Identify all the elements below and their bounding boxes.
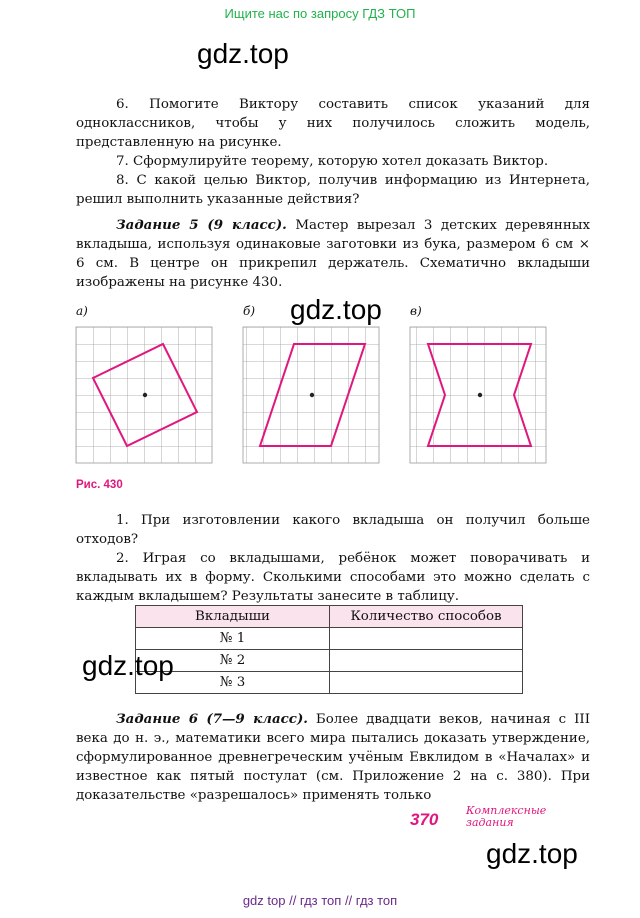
page-number: 370 — [410, 810, 439, 829]
table-cell-count[interactable] — [330, 672, 523, 694]
holder-b — [310, 393, 314, 397]
section-label-line1: Комплексные — [466, 804, 547, 817]
bottom-links — [0, 893, 640, 908]
figure-label-a: а) — [76, 304, 88, 318]
watermark-2: gdz.top — [290, 294, 382, 325]
watermark-1: gdz.top — [197, 38, 289, 69]
top-banner[interactable]: Ищите нас по запросу ГДЗ ТОП — [224, 6, 416, 21]
task5-title: Задание 5 (9 класс). — [116, 217, 287, 233]
watermark-3: gdz.top — [82, 650, 174, 681]
table-header-inserts: Вкладыши — [136, 606, 330, 628]
table-row — [136, 650, 523, 672]
holder-a — [143, 393, 147, 397]
bottom-sep-2: // — [341, 893, 356, 908]
question-6: 6. Помогите Виктору составить список указаний для одноклассников, чтобы у них получилось сложить модель, представленную на рисунке. — [76, 97, 590, 150]
questions-mid — [76, 511, 590, 606]
task6-paragraph — [76, 710, 590, 805]
table-header-count: Количество способов — [330, 606, 523, 628]
task6-title: Задание 6 (7—9 класс). — [116, 711, 308, 727]
table-cell-insert: № 3 — [136, 672, 330, 694]
question-7: 7. Сформулируйте теорему, которую хотел доказать Виктор. — [116, 154, 549, 169]
table-row — [136, 672, 523, 694]
question-1: 1. При изготовлении какого вкладыша он получил больше отходов? — [76, 513, 590, 547]
bottom-link-3[interactable]: гдз топ — [355, 893, 398, 908]
bottom-link-1[interactable]: gdz top — [242, 893, 286, 908]
results-table — [135, 605, 523, 694]
figure-label-c: в) — [410, 304, 422, 318]
section-label — [466, 805, 546, 829]
task5-text: Мастер вырезал 3 детских деревянных вкладыша, используя одинаковые заготовки из бука, размером 6 см × 6 см. В центре он прикрепил держатель. Схематично вкладыши изображены на рисунке 430. — [76, 218, 590, 290]
question-2: 2. Играя со вкладышами, ребёнок может поворачивать и вкладывать их в форму. Сколькими способами это можно сделать с каждым вкладышем? Результаты занесите в таблицу. — [76, 551, 590, 604]
figure-label-b: б) — [243, 304, 256, 318]
table-row — [136, 628, 523, 650]
table-cell-insert: № 2 — [136, 650, 330, 672]
question-8: 8. С какой целью Виктор, получив информацию из Интернета, решил выполнить указанные действия? — [76, 173, 590, 207]
task6-block — [76, 710, 590, 805]
section-label-line2: задания — [466, 816, 514, 829]
watermark-4: gdz.top — [486, 838, 578, 869]
table-cell-insert: № 1 — [136, 628, 330, 650]
table-header-row — [136, 606, 523, 628]
table-cell-count[interactable] — [330, 628, 523, 650]
bottom-link-2[interactable]: гдз топ — [299, 893, 342, 908]
bottom-sep-1: // — [285, 893, 300, 908]
holder-c — [478, 393, 482, 397]
figure-caption: Рис. 430 — [76, 479, 123, 491]
task6-text: Более двадцати веков, начиная с III века до н. э., математики всего мира пытались доказать утверждение, сформулированное древнегреческим учёным Евклидом в «Началах» и известное как пятый постулат (см. Приложение 2 на с. 380). При доказательстве «разрешалось» применять только — [76, 712, 590, 803]
table-cell-count[interactable] — [330, 650, 523, 672]
